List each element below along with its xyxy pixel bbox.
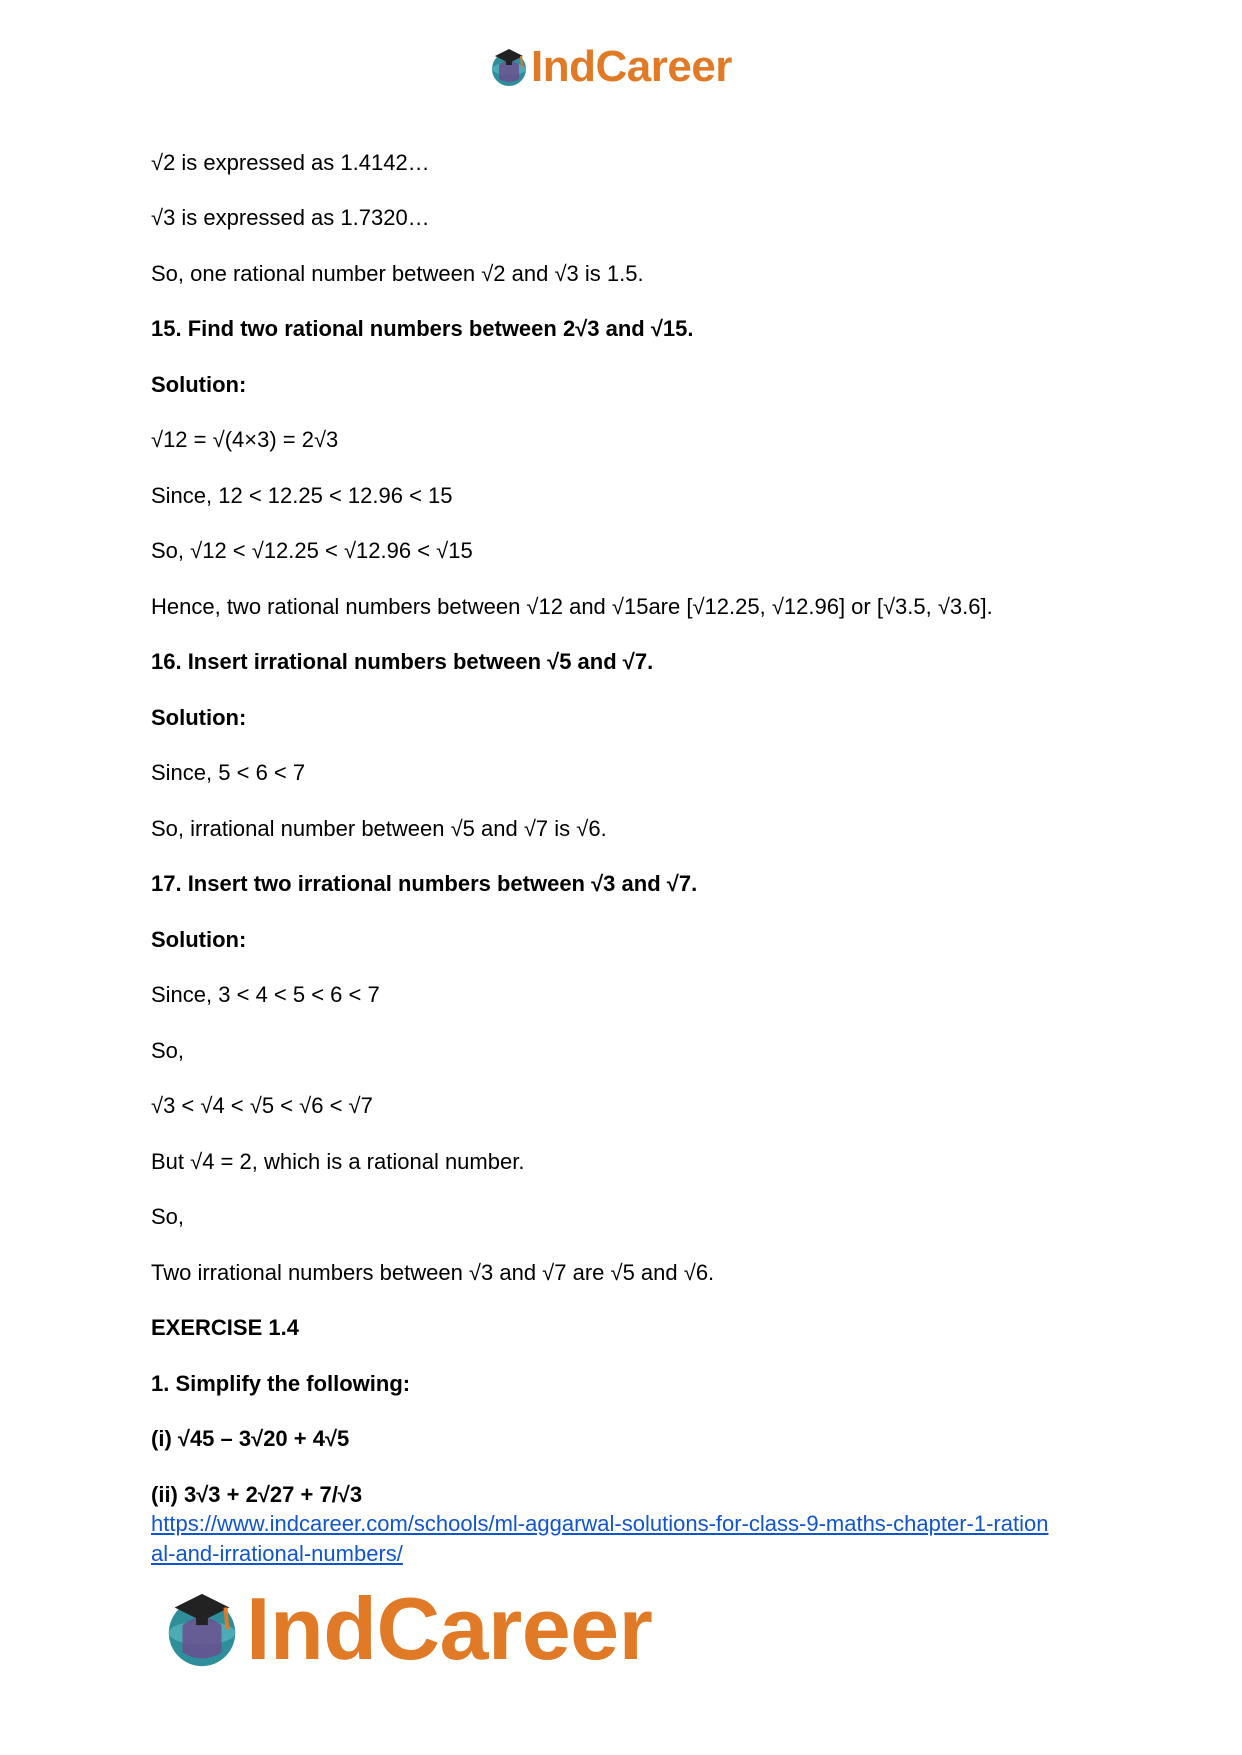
text-line: Since, 3 < 4 < 5 < 6 < 7 xyxy=(151,982,380,1007)
globe-graduate-icon xyxy=(489,45,529,89)
solution-label: Solution: xyxy=(151,927,247,952)
text-line: √3 is expressed as 1.7320… xyxy=(151,205,430,230)
source-link-line-1[interactable]: https://www.indcareer.com/schools/ml-aggarwal-solutions-for-class-9-maths-chapter-1-ration xyxy=(151,1511,1049,1536)
solution-label: Solution: xyxy=(151,705,247,730)
text-line: Hence, two rational numbers between √12 and √15are [√12.25, √12.96] or [√3.5, √3.6]. xyxy=(151,594,993,619)
text-line: Since, 12 < 12.25 < 12.96 < 15 xyxy=(151,483,453,508)
solution-label: Solution: xyxy=(151,372,247,397)
text-line: √12 = √(4×3) = 2√3 xyxy=(151,427,339,452)
header-logo xyxy=(489,42,732,92)
text-line: So, xyxy=(151,1038,185,1063)
exercise-heading: EXERCISE 1.4 xyxy=(151,1315,299,1340)
text-line: √3 < √4 < √5 < √6 < √7 xyxy=(151,1093,373,1118)
text-line: Since, 5 < 6 < 7 xyxy=(151,760,306,785)
logo-text: IndCareer xyxy=(531,42,732,91)
text-line: But √4 = 2, which is a rational number. xyxy=(151,1149,525,1174)
globe-graduate-icon xyxy=(160,1586,244,1672)
footer-logo xyxy=(160,1579,653,1678)
question-part: (ii) 3√3 + 2√27 + 7/√3 xyxy=(151,1482,363,1507)
source-link-line-2[interactable]: al-and-irrational-numbers/ xyxy=(151,1541,403,1566)
text-line: So, xyxy=(151,1204,185,1229)
text-line: Two irrational numbers between √3 and √7 are √5 and √6. xyxy=(151,1260,715,1285)
text-line: √2 is expressed as 1.4142… xyxy=(151,150,430,175)
question-heading: 1. Simplify the following: xyxy=(151,1371,411,1396)
text-line: So, irrational number between √5 and √7 is √6. xyxy=(151,816,607,841)
question-heading: 17. Insert two irrational numbers between √3 and √7. xyxy=(151,871,698,896)
text-line: So, √12 < √12.25 < √12.96 < √15 xyxy=(151,538,473,563)
question-part: (i) √45 – 3√20 + 4√5 xyxy=(151,1426,350,1451)
text-line: So, one rational number between √2 and √3 is 1.5. xyxy=(151,261,644,286)
logo-text: IndCareer xyxy=(246,1579,653,1678)
question-heading: 16. Insert irrational numbers between √5 and √7. xyxy=(151,649,654,674)
question-heading: 15. Find two rational numbers between 2√3 and √15. xyxy=(151,316,694,341)
